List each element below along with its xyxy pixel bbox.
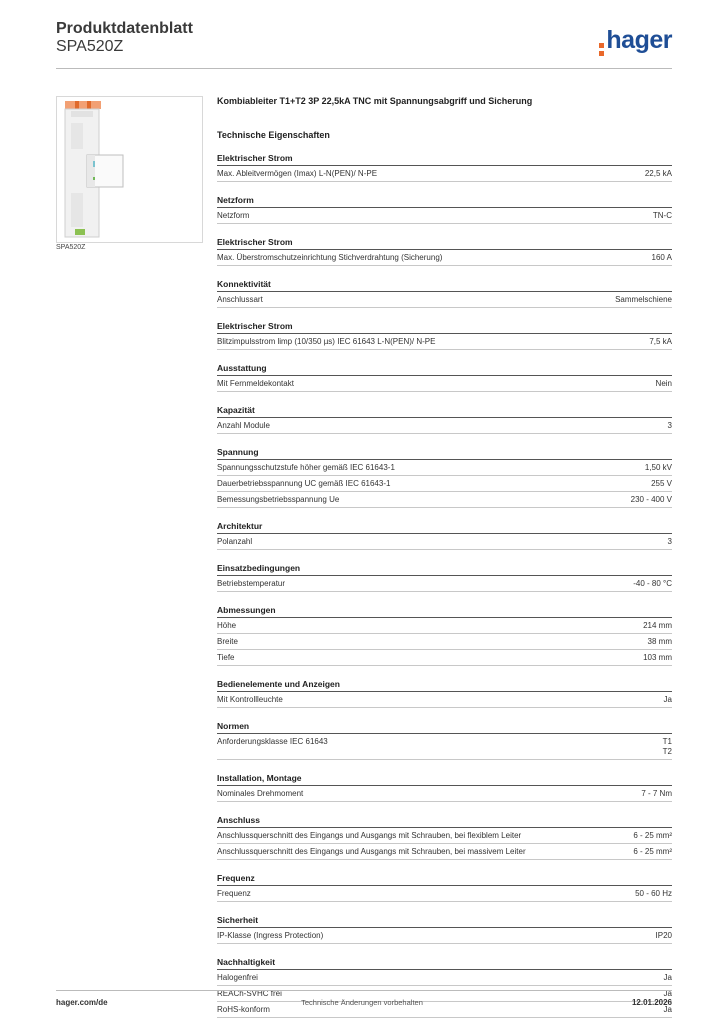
spec-label: IP-Klasse (Ingress Protection): [217, 931, 324, 940]
spec-row: [217, 376, 672, 392]
spec-value: 22,5 kA: [644, 169, 672, 178]
section-title: Nachhaltigkeit: [217, 957, 672, 970]
spec-value: IP20: [655, 931, 672, 940]
page-title: Produktdatenblatt: [56, 20, 193, 37]
spec-section: [217, 237, 672, 266]
spec-label: Polanzahl: [217, 537, 253, 546]
spec-label: Mit Kontrollleuchte: [217, 695, 283, 704]
spec-value: Ja: [663, 1005, 672, 1014]
spec-value: 50 - 60 Hz: [635, 889, 672, 898]
product-image: [56, 96, 203, 243]
spec-row: [217, 786, 672, 802]
spec-row: [217, 166, 672, 182]
spec-section: [217, 363, 672, 392]
section-title: Ausstattung: [217, 363, 672, 376]
spec-row: [217, 928, 672, 944]
spec-row: [217, 828, 672, 844]
section-title: Sicherheit: [217, 915, 672, 928]
spec-row: [217, 292, 672, 308]
spec-section: [217, 321, 672, 350]
spec-value: TN-C: [652, 211, 672, 220]
spec-row: [217, 334, 672, 350]
spec-row: [217, 418, 672, 434]
spec-section: [217, 153, 672, 182]
product-details: [217, 96, 672, 1031]
spec-row: [217, 492, 672, 508]
spec-section: [217, 195, 672, 224]
section-title: Abmessungen: [217, 605, 672, 618]
spec-section: [217, 521, 672, 550]
spec-label: Halogenfrei: [217, 973, 258, 982]
spec-label: Anschlussquerschnitt des Eingangs und Ausgangs mit Schrauben, bei flexiblem Leiter: [217, 831, 522, 840]
section-title: Kapazität: [217, 405, 672, 418]
spec-row: [217, 618, 672, 634]
spec-label: Nominales Drehmoment: [217, 789, 304, 798]
spec-label: Blitzimpulsstrom limp (10/350 µs) IEC 61643 L-N(PEN)/ N-PE: [217, 337, 436, 346]
spec-value: Ja: [663, 695, 672, 704]
spec-label: Anschlussquerschnitt des Eingangs und Ausgangs mit Schrauben, bei massivem Leiter: [217, 847, 526, 856]
spec-value: Sammelschiene: [615, 295, 672, 304]
spec-value: 1,50 kV: [644, 463, 672, 472]
footer-date: 12.01.2026: [631, 998, 672, 1007]
spec-row: [217, 460, 672, 476]
spec-label: Max. Ableitvermögen (Imax) L-N(PEN)/ N-PE: [217, 169, 378, 178]
spec-label: Anzahl Module: [217, 421, 270, 430]
section-title: Architektur: [217, 521, 672, 534]
section-title: Bedienelemente und Anzeigen: [217, 679, 672, 692]
section-title: Elektrischer Strom: [217, 321, 672, 334]
footer-divider: [56, 990, 672, 991]
spec-label: Netzform: [217, 211, 250, 220]
footer-disclaimer: Technische Änderungen vorbehalten: [301, 998, 423, 1007]
spec-label: Spannungsschutzstufe höher gemäß IEC 61643-1: [217, 463, 395, 472]
spec-row: [217, 476, 672, 492]
section-title: Konnektivität: [217, 279, 672, 292]
spec-section: [217, 447, 672, 508]
spec-label: REACh-SVHC frei: [217, 989, 282, 998]
spec-value: 103 mm: [643, 653, 672, 662]
logo-dots-icon: [599, 43, 604, 59]
spec-label: RoHS-konform: [217, 1005, 270, 1014]
surge-arrester-icon: [57, 97, 202, 242]
spec-row: [217, 634, 672, 650]
spec-value: 6 - 25 mm²: [633, 847, 672, 856]
spec-section: [217, 405, 672, 434]
spec-row: [217, 844, 672, 860]
spec-row: [217, 734, 672, 760]
spec-label: Höhe: [217, 621, 237, 630]
spec-label: Frequenz: [217, 889, 251, 898]
spec-label: Betriebstemperatur: [217, 579, 286, 588]
section-title: Elektrischer Strom: [217, 237, 672, 250]
spec-row: [217, 534, 672, 550]
spec-value: Ja: [663, 989, 672, 998]
spec-section: [217, 815, 672, 860]
section-title: Normen: [217, 721, 672, 734]
spec-row: [217, 208, 672, 224]
spec-label: Mit Fernmeldekontakt: [217, 379, 294, 388]
spec-value: 214 mm: [643, 621, 672, 630]
spec-value: 3: [667, 537, 672, 546]
section-title: Frequenz: [217, 873, 672, 886]
spec-section: [217, 721, 672, 760]
section-title: Elektrischer Strom: [217, 153, 672, 166]
spec-value: T1 T2: [662, 737, 672, 756]
spec-value: 3: [667, 421, 672, 430]
spec-label: Breite: [217, 637, 238, 646]
spec-row: [217, 970, 672, 986]
section-title: Anschluss: [217, 815, 672, 828]
spec-label: Dauerbetriebsspannung UC gemäß IEC 61643-1: [217, 479, 391, 488]
spec-value: 160 A: [651, 253, 672, 262]
spec-row: [217, 692, 672, 708]
spec-section: [217, 679, 672, 708]
spec-value: -40 - 80 °C: [633, 579, 672, 588]
technical-properties-heading: Technische Eigenschaften: [217, 130, 330, 140]
product-description: Kombiableiter T1+T2 3P 22,5kA TNC mit Spannungsabgriff und Sicherung: [217, 96, 533, 106]
spec-label: Bemessungsbetriebsspannung Ue: [217, 495, 340, 504]
spec-value: 38 mm: [647, 637, 672, 646]
spec-section: [217, 773, 672, 802]
spec-row: [217, 250, 672, 266]
spec-section: [217, 563, 672, 592]
spec-sections: [217, 153, 672, 1018]
spec-section: [217, 605, 672, 666]
spec-value: Nein: [655, 379, 672, 388]
spec-value: 7,5 kA: [649, 337, 672, 346]
spec-section: [217, 873, 672, 902]
section-title: Spannung: [217, 447, 672, 460]
spec-label: Anschlussart: [217, 295, 263, 304]
spec-value: 6 - 25 mm²: [633, 831, 672, 840]
spec-row: [217, 886, 672, 902]
product-code: SPA520Z: [56, 38, 124, 55]
spec-value: 7 - 7 Nm: [641, 789, 672, 798]
spec-label: Tiefe: [217, 653, 235, 662]
spec-value: Ja: [663, 973, 672, 982]
spec-section: [217, 915, 672, 944]
spec-section: [217, 279, 672, 308]
footer-website-link[interactable]: hager.com/de: [56, 998, 108, 1007]
spec-row: [217, 576, 672, 592]
spec-label: Max. Überstromschutzeinrichtung Stichverdrahtung (Sicherung): [217, 253, 443, 262]
section-title: Installation, Montage: [217, 773, 672, 786]
spec-row: [217, 650, 672, 666]
product-image-caption: SPA520Z: [56, 244, 86, 251]
header-divider: [56, 68, 672, 69]
spec-section: [217, 957, 672, 1018]
logo-wordmark: hager: [606, 26, 672, 54]
spec-label: Anforderungsklasse IEC 61643: [217, 737, 328, 746]
section-title: Netzform: [217, 195, 672, 208]
spec-value: 255 V: [651, 479, 672, 488]
section-title: Einsatzbedingungen: [217, 563, 672, 576]
spec-value: 230 - 400 V: [630, 495, 672, 504]
hager-logo[interactable]: [599, 26, 672, 59]
